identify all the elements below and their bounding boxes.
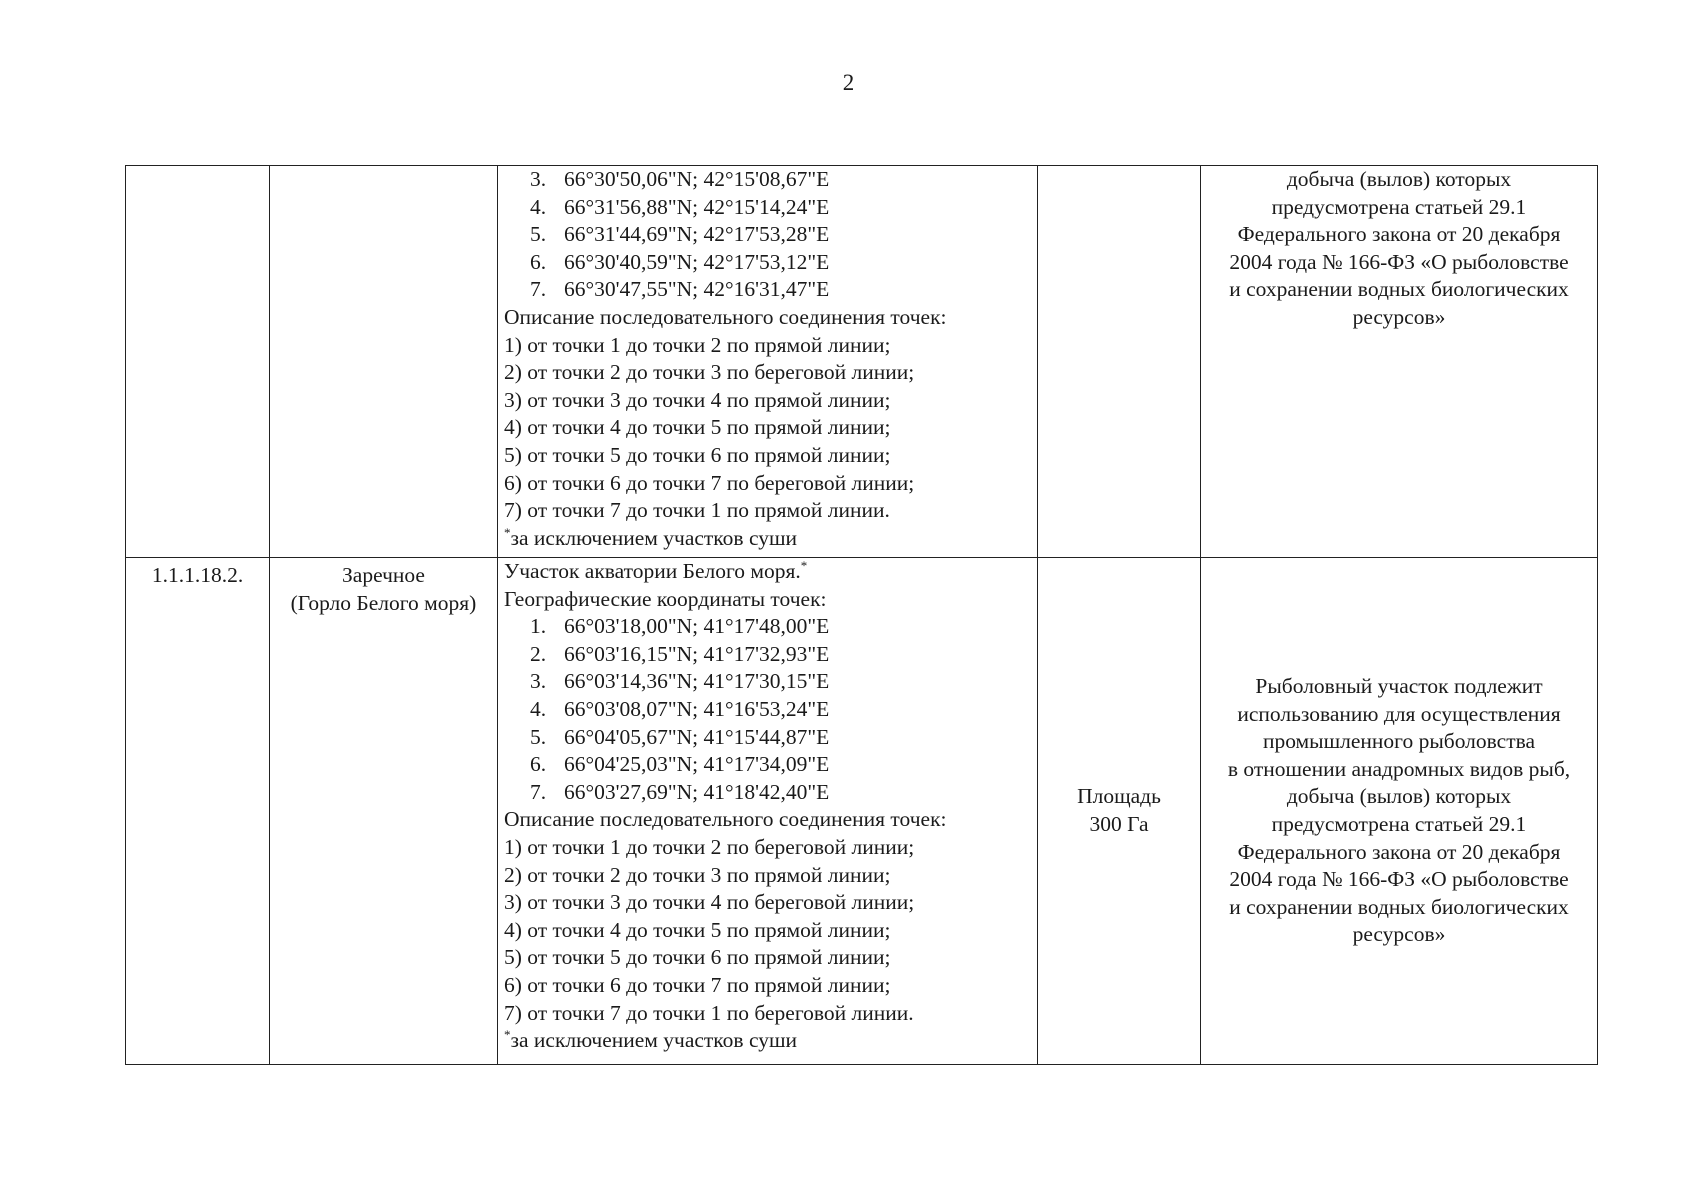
coordinate-list [504,166,1031,304]
purpose-line: предусмотрена статьей 29.1 [1271,812,1527,836]
coordinate-item: 6. 66°04'25,03"N; 41°17'34,09"E [530,752,830,777]
cell-purpose [1201,166,1598,558]
purpose-line: 2004 года № 166-ФЗ «О рыболовстве [1229,867,1569,892]
area-value: 300 Га [1089,812,1149,836]
purpose-line: Федерального закона от 20 декабря [1237,222,1561,247]
coords-heading: Географические координаты точек: [504,586,827,611]
area-title: Участок акватории Белого моря.* [504,557,808,583]
connection-item: 5) от точки 5 до точки 6 по прямой линии; [504,945,891,970]
fishing-areas-table [125,165,1598,1065]
purpose-line: Федерального закона от 20 декабря [1237,839,1561,864]
connection-heading: Описание последовательного соединения точек: [504,304,947,329]
coordinate-item: 6. 66°30'40,59"N; 42°17'53,12"E [530,249,830,274]
connection-item: 5) от точки 5 до точки 6 по прямой линии; [504,442,891,467]
cell-number [126,558,270,1065]
purpose-line: добыча (вылов) которых [1286,167,1512,191]
coordinate-item: 2. 66°03'16,15"N; 41°17'32,93"E [530,641,830,666]
coordinate-item: 3. 66°30'50,06"N; 42°15'08,67"E [530,167,830,191]
coordinate-item: 7. 66°30'47,55"N; 42°16'31,47"E [530,277,830,302]
coordinate-list [504,613,1031,806]
cell-description [498,558,1038,1065]
connection-item: 4) от точки 4 до точки 5 по прямой линии; [504,415,891,440]
footnote: *за исключением участков суши [504,524,798,550]
connection-heading: Описание последовательного соединения точек: [504,807,947,832]
purpose-line: и сохранении водных биологических [1229,277,1569,302]
cell-area [1038,166,1201,558]
coordinate-item: 5. 66°31'44,69"N; 42°17'53,28"E [530,222,830,247]
coordinate-item: 1. 66°03'18,00"N; 41°17'48,00"E [530,614,830,639]
table-row [126,558,1598,1065]
connection-item: 3) от точки 3 до точки 4 по прямой линии; [504,387,891,412]
purpose-line: Рыболовный участок подлежит [1255,674,1543,699]
purpose-line: ресурсов» [1352,304,1446,329]
purpose-line: 2004 года № 166-ФЗ «О рыболовстве [1229,249,1569,274]
purpose-line: и сохранении водных биологических [1229,894,1569,919]
area-name: Заречное [342,563,425,587]
purpose-line: в отношении анадромных видов рыб, [1227,756,1571,781]
connection-item: 7) от точки 7 до точки 1 по береговой линии. [504,1000,914,1025]
page-number: 2 [842,70,855,95]
coordinate-item: 3. 66°03'14,36"N; 41°17'30,15"E [530,669,830,694]
cell-purpose [1201,558,1598,1065]
table-row [126,166,1598,558]
coordinate-item: 4. 66°31'56,88"N; 42°15'14,24"E [530,194,830,219]
connection-item: 7) от точки 7 до точки 1 по прямой линии. [504,498,890,523]
cell-number [126,166,270,558]
purpose-line: использованию для осуществления [1237,701,1561,726]
area-label: Площадь [1077,784,1161,809]
purpose-line: промышленного рыболовства [1262,729,1536,754]
connection-item: 2) от точки 2 до точки 3 по береговой линии; [504,360,915,385]
coordinate-item: 5. 66°04'05,67"N; 41°15'44,87"E [530,724,830,749]
cell-area [1038,558,1201,1065]
connection-item: 1) от точки 1 до точки 2 по береговой линии; [504,834,915,859]
connection-item: 6) от точки 6 до точки 7 по прямой линии; [504,972,891,997]
purpose-line: предусмотрена статьей 29.1 [1271,194,1527,219]
cell-name [270,558,498,1065]
area-number: 1.1.1.18.2. [151,563,244,587]
connection-item: 3) от точки 3 до точки 4 по береговой линии; [504,890,915,915]
coordinate-item: 7. 66°03'27,69"N; 41°18'42,40"E [530,779,830,804]
connection-item: 2) от точки 2 до точки 3 по прямой линии; [504,862,891,887]
connection-item: 6) от точки 6 до точки 7 по береговой линии; [504,470,915,495]
cell-name [270,166,498,558]
purpose-line: ресурсов» [1352,922,1446,947]
connection-item: 4) от точки 4 до точки 5 по прямой линии; [504,917,891,942]
area-name-detail: (Горло Белого моря) [290,590,477,615]
coordinate-item: 4. 66°03'08,07"N; 41°16'53,24"E [530,696,830,721]
footnote: *за исключением участков суши [504,1026,798,1053]
connection-item: 1) от точки 1 до точки 2 по прямой линии; [504,332,891,357]
cell-description [498,166,1038,558]
purpose-line: добыча (вылов) которых [1286,784,1512,809]
